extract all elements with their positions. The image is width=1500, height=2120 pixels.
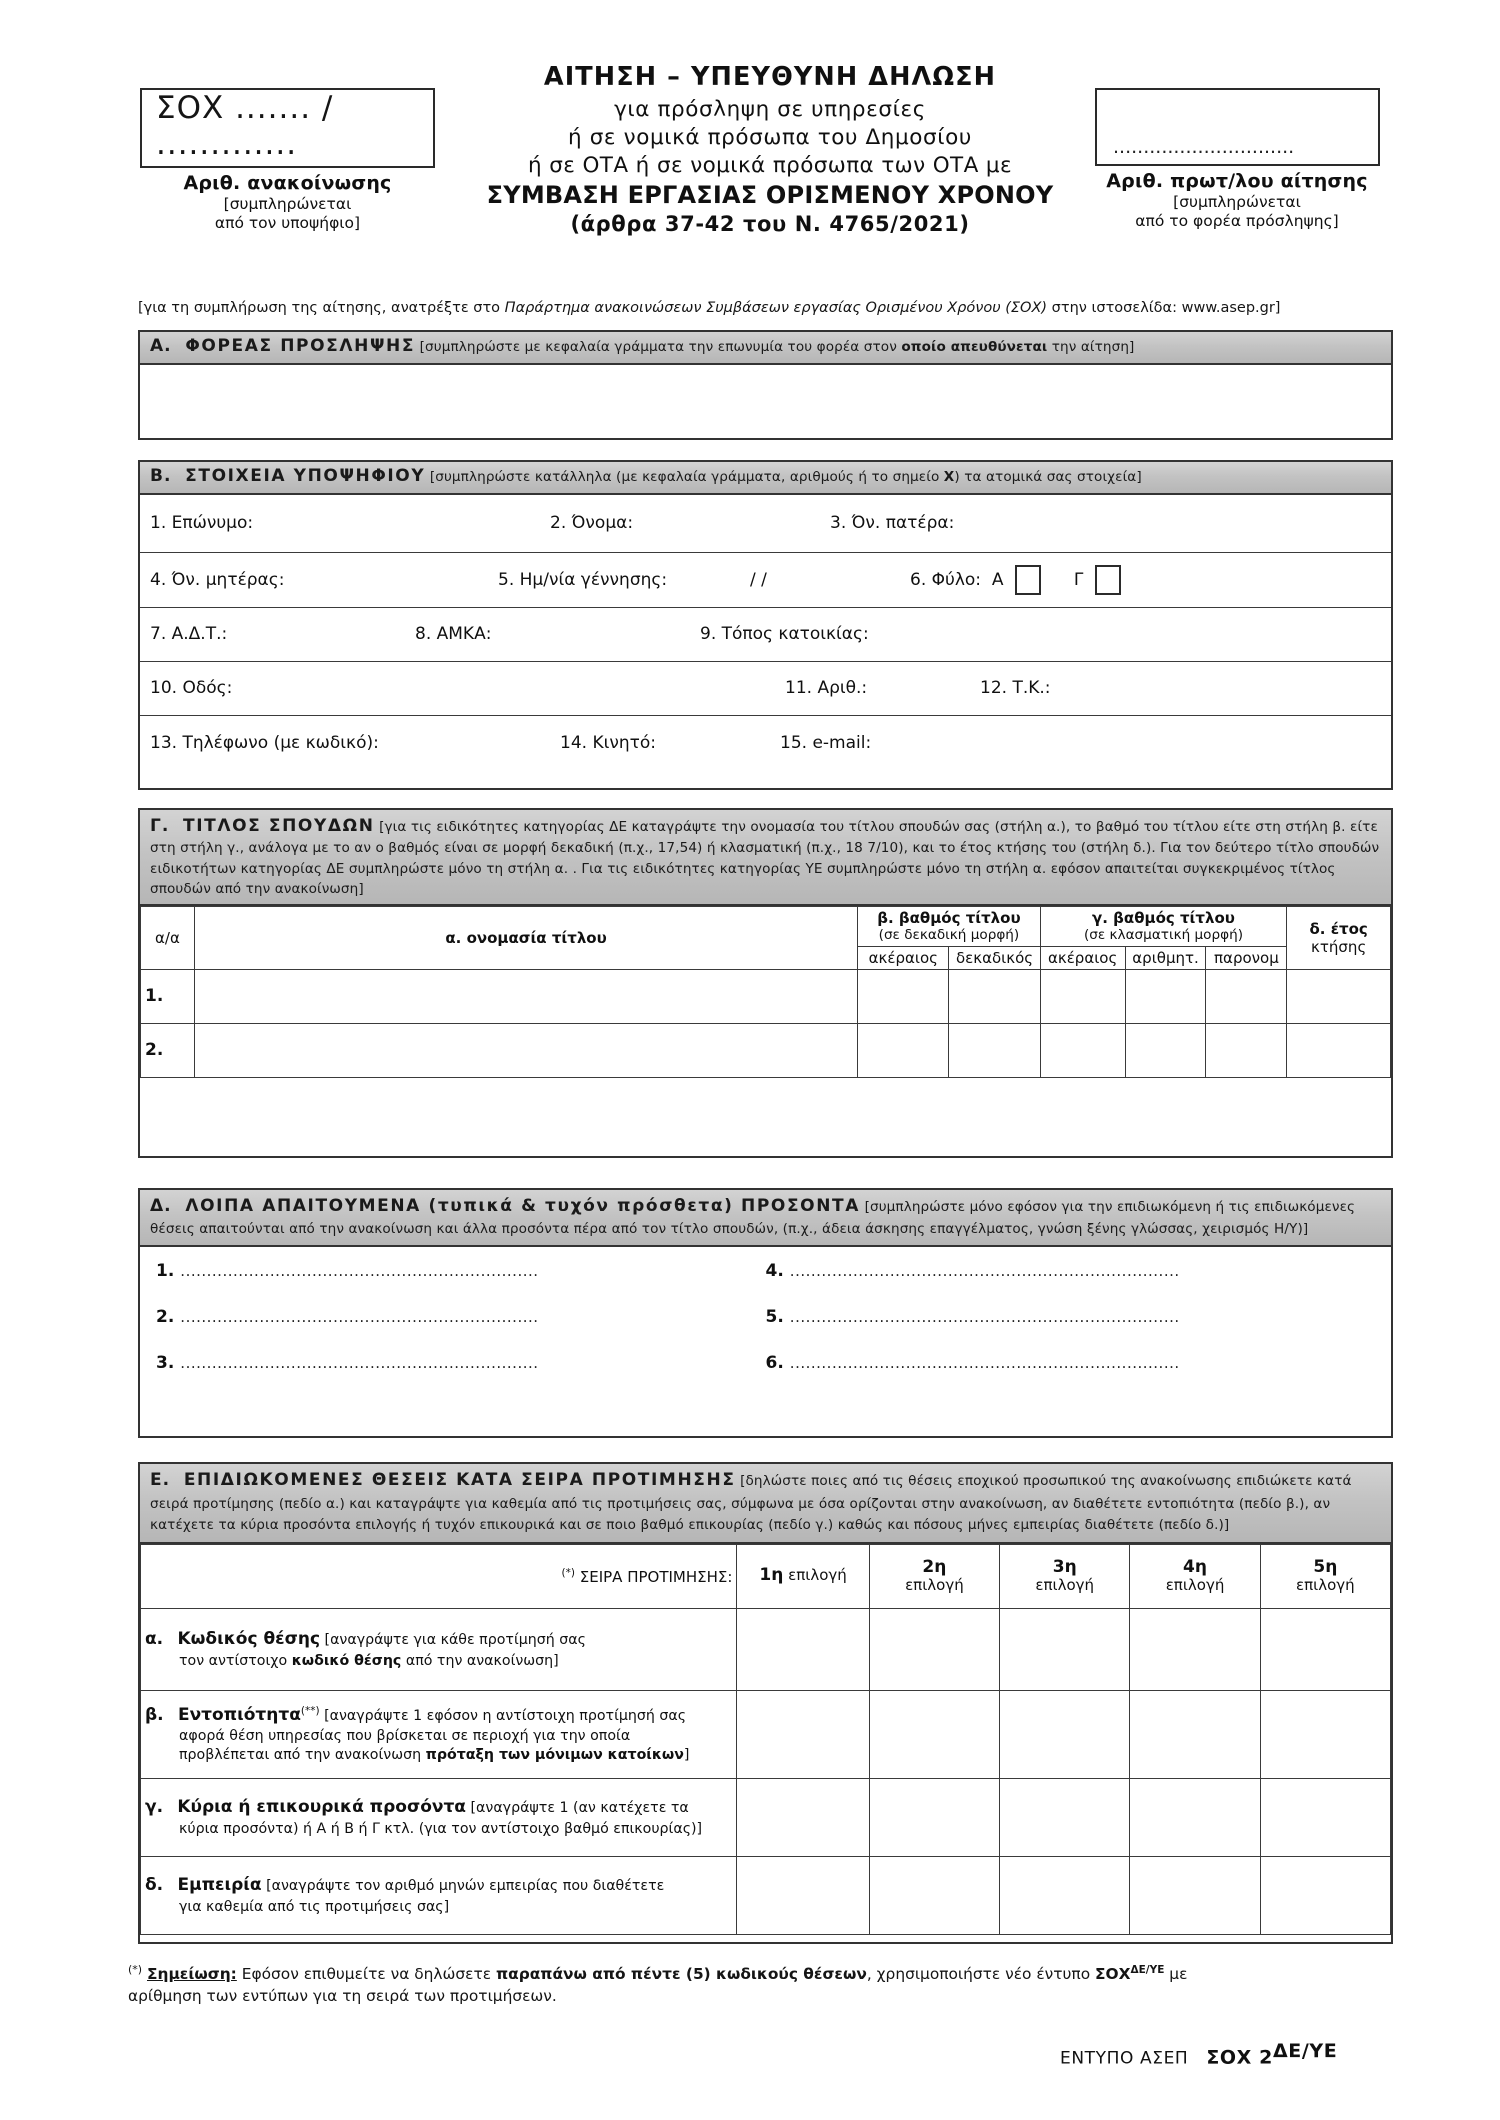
- col-header-title-name-text: α. ονομασία τίτλου: [445, 929, 607, 948]
- section-b: [138, 460, 1393, 790]
- protocol-number-caption-l1: [συμπληρώνεται: [1173, 193, 1301, 211]
- footer-note-label: Σημείωση:: [147, 1965, 237, 1984]
- qualification-item-3[interactable]: [156, 1353, 766, 1373]
- studies-row-1-gamma-den[interactable]: [1206, 969, 1287, 1023]
- preference-order-header: [141, 1544, 737, 1608]
- studies-row-2-year[interactable]: [1287, 1023, 1391, 1077]
- row-qualifications-note-a: [αναγράψτε 1 (αν κατέχετε τα: [466, 1800, 689, 1817]
- section-e-header: [140, 1464, 1391, 1544]
- birthdate-slashes: / /: [750, 569, 767, 590]
- row-position-code-letter: α.: [145, 1629, 164, 1650]
- protocol-number-value: ..............................: [1113, 136, 1295, 158]
- footer-note-sox: ΣΟΧ: [1095, 1965, 1131, 1984]
- protocol-number-caption-bold: Αριθ. πρωτ/λου αίτησης: [1106, 170, 1368, 192]
- instructions-note-part2: στην ιστοσελίδα: www.asep.gr]: [1047, 300, 1281, 316]
- col-header-beta: [858, 907, 1040, 946]
- studies-row-1-gamma-int[interactable]: [1040, 969, 1125, 1023]
- qualification-item-5-number: 5.: [765, 1306, 784, 1327]
- section-a-title: ΦΟΡΕΑΣ ΠΡΟΣΛΗΨΗΣ: [185, 336, 416, 356]
- announcement-number-caption: [140, 172, 435, 233]
- instructions-note: [138, 300, 1393, 316]
- locality-choice-4[interactable]: [1130, 1690, 1260, 1778]
- row-locality-bold: Εντοπιότητα: [177, 1704, 301, 1725]
- label-gender-text: 6. Φύλο:: [910, 569, 982, 590]
- studies-row-2-number: 2.: [141, 1023, 195, 1077]
- field-row-4[interactable]: [140, 662, 1391, 716]
- qualifications-choice-4[interactable]: [1130, 1778, 1260, 1856]
- label-gender: [910, 565, 1127, 595]
- choice-4-header: [1130, 1544, 1260, 1608]
- choice-2-header: [869, 1544, 999, 1608]
- studies-row-2-gamma-num[interactable]: [1125, 1023, 1206, 1077]
- choice-5-word: επιλογή: [1296, 1576, 1355, 1595]
- label-residence: 9. Τόπος κατοικίας:: [700, 624, 869, 645]
- choice-2-number: 2η: [922, 1556, 947, 1577]
- section-a-note-bold: οποίο απευθύνεται: [901, 339, 1048, 355]
- table-row[interactable]: [141, 1856, 1391, 1934]
- studies-table: [140, 906, 1391, 1077]
- qualification-item-5-dots: ..........................................................................: [789, 1307, 1180, 1326]
- footer-note-text-a: Εφόσον επιθυμείτε να δηλώσετε: [236, 1965, 496, 1984]
- table-row[interactable]: [141, 1778, 1391, 1856]
- position-code-choice-2[interactable]: [869, 1608, 999, 1690]
- announcement-number-caption-l2: από τον υποψήφιο]: [214, 214, 361, 233]
- choice-5-number: 5η: [1313, 1556, 1338, 1577]
- row-position-code-note-b-rest: από την ανακοίνωση]: [401, 1652, 559, 1669]
- table-row[interactable]: [141, 969, 1391, 1023]
- studies-row-1-title[interactable]: [194, 969, 857, 1023]
- page-title: ΑΙΤΗΣΗ – ΥΠΕΥΘΥΝΗ ΔΗΛΩΣΗ: [543, 62, 997, 92]
- preferences-header-row: [141, 1544, 1391, 1608]
- section-b-code: Β.: [150, 466, 172, 486]
- label-id-number: 7. Α.Δ.Τ.:: [150, 624, 228, 645]
- protocol-number-caption: [1092, 170, 1382, 231]
- announcement-number-value: ΣΟΧ ....... / .............: [156, 90, 334, 162]
- gender-female-letter: Γ: [1073, 569, 1084, 590]
- announcement-number-box[interactable]: [140, 88, 435, 168]
- section-e-title: ΕΠΙΔΙΩΚΟΜΕΝΕΣ ΘΕΣΕΙΣ ΚΑΤΑ ΣΕΙΡΑ ΠΡΟΤΙΜΗΣΗΣ: [183, 1470, 736, 1490]
- label-mother-name: 4. Όν. μητέρας:: [150, 569, 285, 590]
- qualification-item-5[interactable]: [766, 1307, 1376, 1327]
- field-row-2[interactable]: [140, 553, 1391, 608]
- form-identifier: [1060, 2040, 1337, 2069]
- form-identifier-prefix: ΕΝΤΥΠΟ ΑΣΕΠ: [1060, 2048, 1189, 2069]
- col-header-delta: [1287, 907, 1391, 969]
- position-code-choice-3[interactable]: [1000, 1608, 1130, 1690]
- section-b-note: [430, 469, 1142, 485]
- section-e-note: [δηλώστε ποιες από τις θέσεις εποχικού προσωπικού της ανακοίνωσης επιδιώκετε κατά σειρά προτίμησης (πεδίο α.) και καταγράψτε για καθεμία από τις προτιμήσεις σας, σύμφωνα με όσα ορίζονται στην ανακοίνωση, αν διαθέτετε εντοπιότητα (πεδίο β.), αν κατέχετε τα κύρια προσόντα επιλογής ή τυχόν επικουρικά και σε ποιο βαθμό επικουρίας (πεδίο γ.) καθώς και πόσους μήνες εμπειρίας διαθέτετε (πεδίο δ.)]: [150, 1473, 1352, 1534]
- document-title-block: [450, 62, 1090, 236]
- locality-choice-3[interactable]: [1000, 1690, 1130, 1778]
- label-street-number: 11. Αριθ.:: [785, 678, 868, 699]
- col-header-title-name: [194, 907, 857, 969]
- row-locality-note-c-bold: πρόταξη των μόνιμων κατοίκων: [425, 1747, 684, 1764]
- title-contract-type: ΣΥΜΒΑΣΗ ΕΡΓΑΣΙΑΣ ΟΡΙΣΜΕΝΟΥ ΧΡΟΝΟΥ: [486, 181, 1054, 209]
- col-sub-gamma-numerator: αριθμητ.: [1125, 946, 1206, 969]
- label-surname: 1. Επώνυμο:: [150, 513, 254, 534]
- section-d-header: [140, 1190, 1391, 1247]
- section-b-header: [140, 462, 1391, 495]
- section-c-code: Γ.: [150, 816, 170, 836]
- section-a-note-pre: [συμπληρώστε με κεφαλαία γράμματα την επωνυμία του φορέα στον: [419, 339, 902, 355]
- row-locality-label: [141, 1690, 737, 1778]
- field-row-5[interactable]: [140, 716, 1391, 770]
- section-d-list: [140, 1247, 1391, 1383]
- position-code-choice-4[interactable]: [1130, 1608, 1260, 1690]
- col-header-delta-l2: κτήσης: [1311, 938, 1367, 957]
- choice-2-word: επιλογή: [905, 1576, 964, 1595]
- choice-3-word: επιλογή: [1035, 1576, 1095, 1595]
- col-sub-gamma-denominator: παρονομ: [1206, 946, 1287, 969]
- row-locality-star: (**): [300, 1704, 320, 1717]
- col-header-beta-l2: (σε δεκαδική μορφή): [878, 927, 1020, 944]
- studies-row-1-year[interactable]: [1287, 969, 1391, 1023]
- gender-male-letter: Α: [991, 569, 1004, 590]
- position-code-choice-5[interactable]: [1260, 1608, 1390, 1690]
- footer-note-star: (*): [128, 1963, 143, 1976]
- choice-4-number: 4η: [1183, 1556, 1207, 1577]
- row-experience-note-b: για καθεμία από τις προτιμήσεις σας]: [179, 1898, 450, 1915]
- experience-choice-4[interactable]: [1130, 1856, 1260, 1934]
- row-qualifications-bold: Κύρια ή επικουρικά προσόντα: [177, 1797, 466, 1818]
- col-header-gamma: [1040, 907, 1287, 946]
- row-experience-label: [141, 1856, 737, 1934]
- section-a-note: [420, 339, 1135, 355]
- title-subline-3: ή σε ΟΤΑ ή σε νομικά πρόσωπα των ΟΤΑ με: [527, 153, 1013, 178]
- row-position-code-bold: Κωδικός θέσης: [177, 1629, 321, 1650]
- studies-row-1-beta-int[interactable]: [858, 969, 949, 1023]
- qualification-item-3-dots: ....................................................................: [180, 1353, 539, 1372]
- section-d-note: [συμπληρώστε μόνο εφόσον για την επιδιωκόμενη ή τις επιδιωκόμενες θέσεις απαιτούνται από την ανακοίνωση και άλλα προσόντα πέρα από τον τίτλο σπουδών, (π.χ., άδεια άσκησης επαγγέλματος, γνώση ξένης γλώσσας, χειρισμός Η/Υ)]: [150, 1199, 1356, 1237]
- col-header-gamma-l2: (σε κλασματική μορφή): [1083, 927, 1243, 944]
- row-position-code-note-a: [αναγράψτε για κάθε προτίμησή σας: [320, 1632, 586, 1649]
- section-b-note-bold: X: [943, 469, 955, 485]
- footer-note-text-b: , χρησιμοποιήστε νέο έντυπο: [866, 1965, 1096, 1984]
- section-d-title: ΛΟΙΠΑ ΑΠΑΙΤΟΥΜΕΝΑ (τυπικά & τυχόν πρόσθετα) ΠΡΟΣΟΝΤΑ: [185, 1196, 860, 1216]
- footer-note-sox-sup: ΔΕ/ΥΕ: [1130, 1964, 1165, 1976]
- footer-note-text-c: με: [1164, 1965, 1188, 1984]
- section-b-note-pre: [συμπληρώστε κατάλληλα (με κεφαλαία γράμματα, αριθμούς ή το σημείο: [429, 469, 944, 485]
- studies-row-2-gamma-den[interactable]: [1206, 1023, 1287, 1077]
- section-c-note: [για τις ειδικότητες κατηγορίας ΔΕ καταγράψτε την ονομασία του τίτλου σπουδών σας (στήλη α.), το βαθμό του τίτλου είτε στη στήλη β. είτε στη στήλη γ., ανάλογα με το αν ο βαθμός είναι σε μορφή δεκαδική (π.χ., 17,54) ή κλασματική (π.χ., 18 7/10), και το έτος κτήσης του (στήλη δ.). Για τον δεύτερο τίτλο σπουδών ειδικοτήτων κατηγορίας ΔΕ συμπληρώστε μόνο τη στήλη α. . Για τις ειδικότητες κατηγορίας ΥΕ συμπληρώστε μόνο τη στήλη α. εφόσον απαιτείται συγκεκριμένος τίτλος σπουδών από την ανακοίνωση]: [150, 819, 1380, 898]
- section-d-code: Δ.: [150, 1196, 172, 1216]
- section-c-title: ΤΙΤΛΟΣ ΣΠΟΥΔΩΝ: [183, 816, 375, 836]
- studies-row-2-beta-dec[interactable]: [949, 1023, 1040, 1077]
- qualifications-choice-5[interactable]: [1260, 1778, 1390, 1856]
- row-experience-bold: Εμπειρία: [177, 1875, 262, 1896]
- label-postcode: 12. Τ.Κ.:: [980, 678, 1051, 699]
- preferences-table: [140, 1544, 1391, 1935]
- qualification-item-1-number: 1.: [156, 1260, 175, 1281]
- preference-order-header-text: ΣΕΙΡΑ ΠΡΟΤΙΜΗΣΗΣ:: [579, 1567, 733, 1586]
- form-header: [140, 62, 1390, 236]
- protocol-number-box[interactable]: [1095, 88, 1380, 166]
- col-sub-beta-decimal: δεκαδικός: [949, 946, 1040, 969]
- qualification-item-6[interactable]: [766, 1353, 1376, 1373]
- section-a-header: [140, 332, 1391, 365]
- field-row-3[interactable]: [140, 608, 1391, 662]
- row-qualifications-letter: γ.: [145, 1797, 164, 1818]
- locality-choice-5[interactable]: [1260, 1690, 1390, 1778]
- studies-row-2-gamma-int[interactable]: [1040, 1023, 1125, 1077]
- row-locality-note-a: [αναγράψτε 1 εφόσον η αντίστοιχη προτίμησή σας: [319, 1707, 687, 1724]
- section-b-title: ΣΤΟΙΧΕΙΑ ΥΠΟΨΗΦΙΟΥ: [185, 466, 426, 486]
- qualification-item-6-number: 6.: [765, 1352, 784, 1373]
- choice-3-header: [1000, 1544, 1130, 1608]
- announcement-number-caption-l1: [συμπληρώνεται: [223, 195, 352, 213]
- studies-row-1-gamma-num[interactable]: [1125, 969, 1206, 1023]
- field-row-1[interactable]: [140, 495, 1391, 553]
- section-e: [138, 1462, 1393, 1944]
- row-qualifications-note-b: κύρια προσόντα) ή Α ή Β ή Γ κτλ. (για τον αντίστοιχο βαθμό επικουρίας)]: [179, 1820, 703, 1837]
- section-d: [138, 1188, 1393, 1438]
- form-identifier-code: ΣΟΧ 2: [1206, 2046, 1273, 2069]
- qualification-item-4-dots: ..........................................................................: [789, 1261, 1180, 1280]
- row-qualifications-label: [141, 1778, 737, 1856]
- row-locality-letter: β.: [145, 1704, 164, 1725]
- footer-note-text-bold: παραπάνω από πέντε (5) κωδικούς θέσεων: [495, 1965, 867, 1984]
- row-experience-note-a: [αναγράψτε τον αριθμό μηνών εμπειρίας που διαθέτετε: [261, 1878, 665, 1895]
- col-header-beta-l1: β. βαθμός τίτλου: [877, 909, 1021, 928]
- locality-choice-1[interactable]: [737, 1690, 869, 1778]
- row-position-code-note-b-bold: κωδικό θέσης: [291, 1652, 402, 1669]
- qualification-item-1[interactable]: [156, 1261, 766, 1281]
- list-item[interactable]: [156, 1261, 1375, 1281]
- table-row[interactable]: [141, 1690, 1391, 1778]
- section-c: [138, 808, 1393, 1158]
- row-locality-note-b: αφορά θέση υπηρεσίας που βρίσκεται σε περιοχή για την οποία: [179, 1727, 631, 1744]
- label-phone: 13. Τηλέφωνο (με κωδικό):: [150, 732, 379, 753]
- experience-choice-1[interactable]: [737, 1856, 869, 1934]
- col-header-gamma-l1: γ. βαθμός τίτλου: [1092, 909, 1235, 928]
- studies-row-2-title[interactable]: [194, 1023, 857, 1077]
- qualifications-choice-1[interactable]: [737, 1778, 869, 1856]
- row-position-code-label: [141, 1608, 737, 1690]
- col-sub-gamma-integer: ακέραιος: [1040, 946, 1125, 969]
- qualifications-choice-2[interactable]: [869, 1778, 999, 1856]
- title-subline-1: για πρόσληψη σε υπηρεσίες: [614, 97, 926, 122]
- section-a-code: Α.: [150, 336, 172, 356]
- studies-table-header-row-1: [141, 907, 1391, 946]
- gender-male-checkbox[interactable]: [1015, 565, 1041, 595]
- protocol-number-caption-l2: από το φορέα πρόσληψης]: [1135, 212, 1339, 231]
- section-a-input-area[interactable]: [140, 365, 1391, 437]
- position-code-choice-1[interactable]: [737, 1608, 869, 1690]
- row-position-code-note-b: τον αντίστοιχο: [179, 1652, 292, 1669]
- label-birthdate: 5. Ημ/νία γέννησης:: [498, 569, 668, 590]
- experience-choice-5[interactable]: [1260, 1856, 1390, 1934]
- qualifications-choice-3[interactable]: [1000, 1778, 1130, 1856]
- choice-1-number: 1η: [759, 1565, 784, 1586]
- label-amka: 8. ΑΜΚΑ:: [415, 624, 492, 645]
- label-email: 15. e-mail:: [780, 732, 872, 753]
- table-row[interactable]: [141, 1608, 1391, 1690]
- choice-1-word: επιλογή: [788, 1566, 847, 1585]
- qualification-item-4[interactable]: [766, 1261, 1376, 1281]
- choice-1-header: [737, 1544, 869, 1608]
- qualification-item-2[interactable]: [156, 1307, 766, 1327]
- row-locality-note-c: προβλέπεται από την ανακοίνωση: [179, 1747, 426, 1764]
- section-e-code: Ε.: [150, 1470, 171, 1490]
- choice-4-word: επιλογή: [1165, 1576, 1225, 1595]
- title-subline-2: ή σε νομικά πρόσωπα του Δημοσίου: [568, 125, 972, 150]
- list-item[interactable]: [156, 1353, 1375, 1373]
- section-c-header: [140, 810, 1391, 906]
- experience-choice-2[interactable]: [869, 1856, 999, 1934]
- studies-row-2-beta-int[interactable]: [858, 1023, 949, 1077]
- qualification-item-3-number: 3.: [156, 1352, 175, 1373]
- qualification-item-2-dots: ....................................................................: [180, 1307, 539, 1326]
- studies-row-1-beta-dec[interactable]: [949, 969, 1040, 1023]
- label-street: 10. Οδός:: [150, 678, 233, 699]
- instructions-note-italic: Παράρτημα ανακοινώσεων Συμβάσεων εργασίας Ορισμένου Χρόνου (ΣΟΧ): [504, 300, 1048, 316]
- gender-female-checkbox[interactable]: [1095, 565, 1121, 595]
- col-sub-beta-integer: ακέραιος: [858, 946, 949, 969]
- qualification-item-6-dots: ..........................................................................: [789, 1353, 1180, 1372]
- label-father-name: 3. Όν. πατέρα:: [830, 513, 955, 534]
- title-legal-reference: (άρθρα 37-42 του Ν. 4765/2021): [570, 212, 970, 236]
- choice-3-number: 3η: [1052, 1556, 1077, 1577]
- footer-note: [128, 1962, 1398, 2008]
- row-locality-note-c-rest: ]: [683, 1747, 690, 1764]
- choice-5-header: [1260, 1544, 1390, 1608]
- qualification-item-1-dots: ....................................................................: [180, 1261, 539, 1280]
- instructions-note-part1: [για τη συμπλήρωση της αίτησης, ανατρέξτε στο: [138, 300, 505, 316]
- experience-choice-3[interactable]: [1000, 1856, 1130, 1934]
- col-header-aa: α/α: [141, 907, 195, 969]
- section-a: [138, 330, 1393, 440]
- label-mobile: 14. Κινητό:: [560, 732, 656, 753]
- qualification-item-2-number: 2.: [156, 1306, 175, 1327]
- form-identifier-sup: ΔΕ/ΥΕ: [1272, 2040, 1338, 2062]
- col-header-delta-l1: δ. έτος: [1309, 920, 1368, 939]
- list-item[interactable]: [156, 1307, 1375, 1327]
- announcement-number-caption-bold: Αριθ. ανακοίνωσης: [183, 172, 392, 194]
- qualification-item-4-number: 4.: [765, 1260, 784, 1281]
- footer-note-line2: αρίθμηση των εντύπων για τη σειρά των προτιμήσεων.: [128, 1987, 557, 2006]
- label-firstname: 2. Όνομα:: [550, 513, 634, 534]
- studies-row-1-number: 1.: [141, 969, 195, 1023]
- locality-choice-2[interactable]: [869, 1690, 999, 1778]
- section-a-note-post: την αίτηση]: [1047, 339, 1135, 355]
- table-row[interactable]: [141, 1023, 1391, 1077]
- preference-order-star: (*): [561, 1566, 575, 1579]
- section-b-note-post: ) τα ατομικά σας στοιχεία]: [954, 469, 1142, 485]
- row-experience-letter: δ.: [145, 1875, 164, 1896]
